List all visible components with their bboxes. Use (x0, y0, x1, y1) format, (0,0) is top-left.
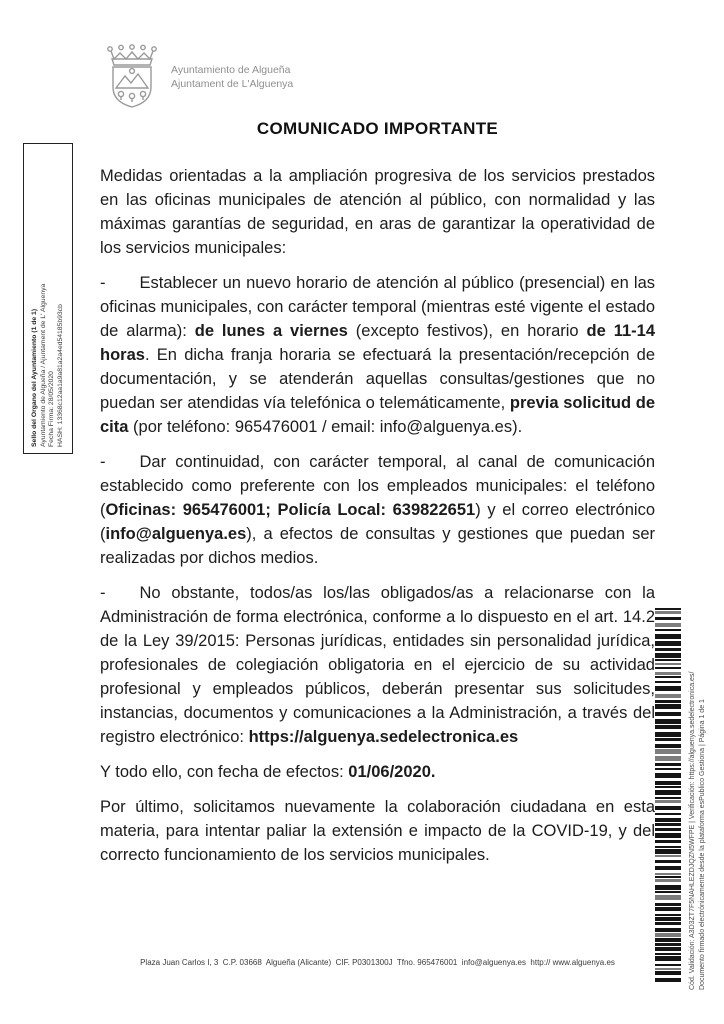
text-run: - (100, 584, 106, 602)
org-names (171, 63, 293, 91)
barcode-bar (655, 641, 681, 646)
paragraph (100, 795, 655, 867)
esigned-line: Documento firmado electrónicamente desde la plataforma esPublico Gestiona | Página 1 de 1 (699, 699, 706, 990)
paragraph (100, 271, 655, 439)
text-run: ), a efectos de consultas y gestiones que puedan ser realizadas por dichos medios. (100, 525, 655, 567)
barcode-bar (655, 891, 681, 893)
barcode-bar (655, 846, 681, 848)
bold-text-run: 01/06/2020. (348, 763, 436, 781)
barcode-bar (655, 933, 681, 937)
barcode-bar (655, 800, 681, 803)
barcode-bar (655, 738, 681, 741)
bold-text-run: de lunes a viernes (194, 322, 348, 340)
text-run: . En dicha franja horaria se efectuará la presentación/recepción de documentación, y se atenderán aquellas consultas/gestiones que no puedan ser atendidas vía telefónica o telemáticamente, (100, 346, 655, 412)
barcode-bar (655, 953, 681, 955)
barcode-bar (655, 849, 681, 854)
text-run: (por teléfono: 965476001 / email: info@alguenya.es). (128, 418, 523, 436)
barcode-bar (655, 744, 681, 748)
stamp-hash-line: HASH: 13368c12aa1a9a81a2a4ed54185b93cb (56, 303, 64, 447)
barcode-bar (655, 956, 681, 961)
barcode-bar (655, 928, 681, 932)
barcode-bar (655, 611, 681, 614)
text-run: ) y el correo electrónico ( (100, 501, 655, 543)
text-run: Por último, solicitamos nuevamente la colaboración ciudadana en esta materia, para intentar paliar la extensión e impacto de la COVID-19, y del correcto funcionamiento de los servicios municipales. (100, 798, 655, 864)
barcode-bar (655, 763, 681, 766)
barcode-bar (655, 608, 681, 610)
barcode-bar (655, 866, 681, 870)
text-run: Establecer un nuevo horario de atención al público (presencial) en las oficinas municipales, con carácter temporal (mientras esté vigente el estado de alarma): (100, 274, 655, 340)
barcode-bar (655, 725, 681, 729)
paragraph (100, 581, 655, 749)
barcode-bar (655, 879, 681, 882)
header (100, 44, 293, 110)
bold-text-run: previa solicitud de cita (100, 394, 656, 436)
stamp-seal-line: Sello del Organo del Ayuntamiento (1 de 1) (30, 308, 38, 447)
footer-address: Plaza Juan Carlos I, 3 C.P. 03668 Algueña (Alicante) CIF. P0301300J Tfno. 965476001 info@alguenya.es http:// www.alguenya.es (140, 958, 615, 967)
barcode-bar (655, 917, 681, 921)
barcode-bar (655, 659, 681, 661)
paragraph (100, 450, 655, 570)
stamp-date-line: Fecha Firma: 28/05/2020 (48, 370, 55, 447)
barcode-bar (655, 667, 681, 669)
barcode-bar (655, 818, 681, 822)
validation-sidebar-text (688, 600, 708, 990)
barcode-bar (655, 768, 681, 770)
barcode-icon (655, 608, 681, 985)
org-name-valencian: Ajuntament de L'Alguenya (171, 78, 294, 90)
barcode-bar (655, 964, 681, 966)
coat-of-arms-icon (100, 44, 164, 110)
validation-code-line: Cód. Validación: A3D3ZT7F5NAHLEZDJQZN5WFPE | Verificación: https://alguenya.sedelectronica.es/ (689, 671, 696, 990)
barcode-bar (655, 947, 681, 951)
document-title: COMUNICADO IMPORTANTE (256, 119, 499, 138)
barcode-bar (655, 860, 681, 863)
text-run: (excepto festivos), en horario (347, 322, 587, 340)
barcode-bar (655, 700, 681, 703)
paragraph (100, 164, 655, 260)
barcode-bar (655, 712, 681, 716)
barcode-bar (655, 686, 681, 691)
barcode-bar (655, 732, 681, 737)
barcode-bar (655, 617, 681, 620)
barcode-bar (655, 978, 681, 982)
document-body (100, 164, 655, 878)
validation-sidebar (683, 600, 713, 990)
barcode-bar (655, 756, 681, 761)
barcode-bar (655, 790, 681, 795)
org-name-spanish: Ayuntamiento de Algueña (171, 64, 291, 76)
text-run: - (100, 274, 106, 292)
text-run: Medidas orientadas a la ampliación progresiva de los servicios prestados en las oficinas municipales de atención al público, con normalidad y las máximas garantías de seguridad, en aras de garantizar la operatividad de los servicios municipales: (100, 167, 655, 257)
barcode-bar (655, 773, 681, 778)
barcode-bar (655, 694, 681, 698)
barcode-bar (655, 653, 681, 658)
bold-text-run: https://alguenya.sedelectronica.es (248, 728, 519, 746)
barcode-bar (655, 922, 681, 925)
barcode-bar (655, 855, 681, 857)
text-run: Y todo ello, con fecha de efectos: (100, 763, 349, 781)
barcode-bar (655, 749, 681, 754)
barcode-bar (655, 634, 681, 639)
barcode-bar (655, 648, 681, 651)
barcode-bar (655, 968, 681, 970)
signature-stamp-text (31, 151, 65, 447)
barcode-bar (655, 828, 681, 831)
barcode-bar (655, 623, 681, 627)
barcode-bar (655, 873, 681, 875)
barcode-bar (655, 885, 681, 890)
barcode-bar (655, 797, 681, 799)
barcode-bar (655, 907, 681, 911)
barcode-bar (655, 806, 681, 810)
barcode-bar (655, 663, 681, 665)
barcode-bar (655, 813, 681, 815)
barcode-bar (655, 833, 681, 838)
barcode-bar (655, 676, 681, 678)
stamp-org-line: Ayuntamiento de Algueña / Ajuntament de L' Alguenya (39, 283, 47, 447)
barcode-bar (655, 876, 681, 878)
signature-stamp-box (23, 143, 73, 454)
barcode-bar (655, 903, 681, 906)
barcode-bar (655, 971, 681, 975)
barcode-bar (655, 672, 681, 675)
barcode-bar (655, 938, 681, 942)
barcode-bar (655, 840, 681, 843)
text-run: Dar continuidad, con carácter temporal, al canal de comunicación establecido como preferente con los empleados municipales: el teléfono ( (100, 453, 655, 519)
barcode-bar (655, 823, 681, 826)
barcode-bar (655, 914, 681, 916)
text-run: No obstante, todos/as los/las obligados/as a relacionarse con la Administración de forma electrónica, conforme a lo dispuesto en el art. 14.2 de la Ley 39/2015: Personas jurídicas, entidades sin personalidad jurídica, profesionales de colegiación obligatoria en el ejercicio de su actividad profesional y empleados públicos, deberán presentar sus solicitudes, instancias, documentos y comunicaciones a la Administración, a través del registro electrónico: (100, 584, 655, 746)
bold-text-run: Oficinas: 965476001; Policía Local: 639822651 (105, 501, 476, 519)
bold-text-run: info@alguenya.es (105, 525, 247, 543)
barcode-bar (655, 786, 681, 788)
barcode-bar (655, 704, 681, 709)
paragraph (100, 760, 655, 784)
barcode-bar (655, 629, 681, 631)
barcode-bar (655, 719, 681, 724)
barcode-bar (655, 781, 681, 785)
bold-text-run: de 11-14 horas (100, 322, 655, 364)
barcode-bar (655, 943, 681, 946)
barcode-bar (655, 681, 681, 683)
barcode-bar (655, 895, 681, 900)
text-run: - (100, 453, 106, 471)
